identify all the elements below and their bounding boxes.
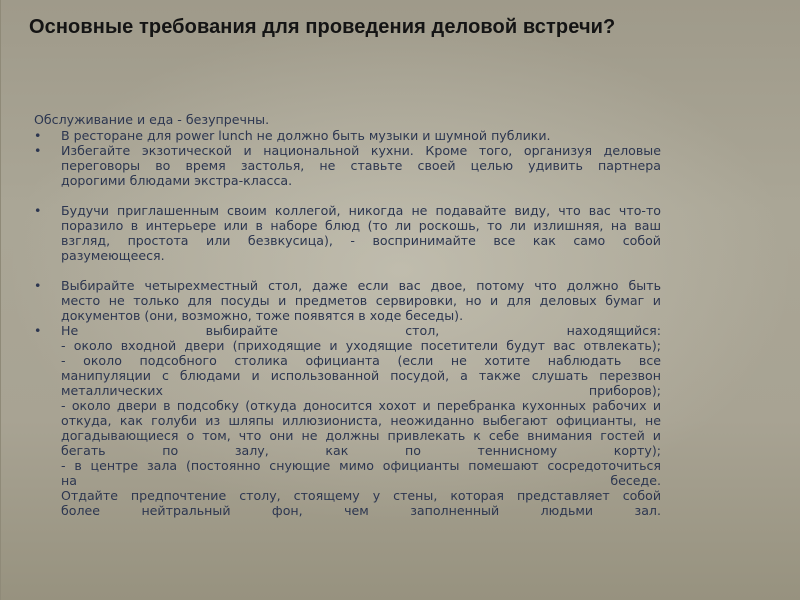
text-line: место не только для посуды и предметов сервировки, но и для деловых бумаг и [61, 293, 661, 308]
text-line: манипуляции с блюдами и использованной посудой, а также слушать перезвон [61, 368, 661, 383]
text-line: разумеющееся. [61, 248, 165, 263]
text-line: Не выбирайте стол, находящийся: [61, 323, 661, 338]
text-line: более нейтральный фон, чем заполненный людьми зал. [61, 503, 661, 518]
text-line: Отдайте предпочтение столу, стоящему у стены, которая представляет собой [61, 488, 661, 503]
text-line: Выбирайте четырехместный стол, даже если вас двое, потому что должно быть [61, 278, 661, 293]
text-line: Избегайте экзотической и национальной кухни. Кроме того, организуя деловые [61, 143, 661, 158]
bullet-icon: • [34, 128, 42, 143]
text-line: - около входной двери (приходящие и уходящие посетители будут вас отвлекать); [61, 338, 661, 353]
slide-title: Основные требования для проведения деловой встречи? [29, 16, 616, 38]
slide-body [34, 112, 661, 518]
text-line: поразило в интерьере или в наборе блюд (то ли роскошь, то ли излишняя, на ваш [61, 218, 661, 233]
text-line: Будучи приглашенным своим коллегой, никогда не подавайте виду, что вас что-то [61, 203, 661, 218]
list-item [34, 278, 661, 323]
list-item [34, 143, 661, 188]
bullet-icon: • [34, 143, 42, 158]
list-item [34, 128, 661, 143]
text-line: металлических приборов); [61, 383, 661, 398]
spacer [34, 188, 661, 203]
text-line: документов (они, возможно, тоже появятся в ходе беседы). [61, 308, 464, 323]
list-item [34, 203, 661, 263]
text-line: - около двери в подсобку (откуда доносится хохот и перебранка кухонных рабочих и [61, 398, 661, 413]
text-line: - в центре зала (постоянно снующие мимо официанты помешают сосредоточиться [61, 458, 661, 473]
text-line: дорогими блюдами экстра-класса. [61, 173, 293, 188]
bullet-icon: • [34, 323, 42, 338]
spacer [34, 263, 661, 278]
text-line: взгляд, простота или безвкусица), - воспринимайте все как само собой [61, 233, 661, 248]
text-line: бегать по залу, как по теннисному корту); [61, 443, 661, 458]
text-line: на беседе. [61, 473, 661, 488]
intro-text: Обслуживание и еда - безупречны. [34, 112, 270, 127]
text-line: догадывающиеся о том, что они не должны привлекать к себе внимания гостей и [61, 428, 661, 443]
text-line: переговоры во время застолья, не ставьте своей целью удивить партнера [61, 158, 661, 173]
text-line: В ресторане для power lunch не должно быть музыки и шумной публики. [61, 128, 551, 143]
list-item [34, 323, 661, 518]
text-line: - около подсобного столика официанта (если не хотите наблюдать все [61, 353, 661, 368]
text-line: откуда, как голуби из шляпы иллюзиониста, неожиданно выбегают официанты, не [61, 413, 661, 428]
bullet-icon: • [34, 278, 42, 293]
bullet-icon: • [34, 203, 42, 218]
requirements-list [34, 128, 661, 518]
